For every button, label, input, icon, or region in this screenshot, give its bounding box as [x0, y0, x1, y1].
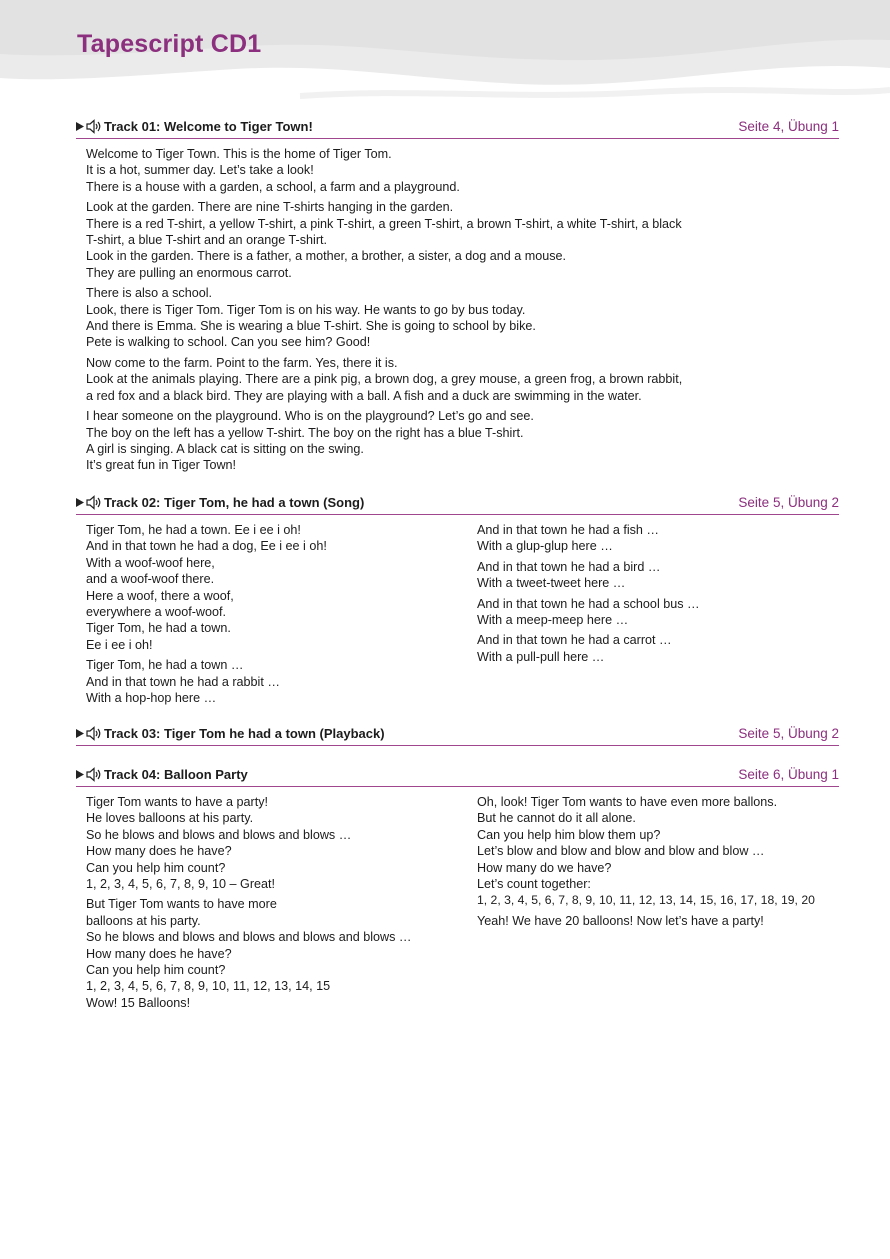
paragraph: [477, 913, 837, 929]
text-line: And there is Emma. She is wearing a blue T-shirt. She is going to school by bike.: [86, 319, 536, 334]
text-line: There is a red T-shirt, a yellow T-shirt, a pink T-shirt, a green T-shirt, a brown T-shirt, a white T-shirt, a black: [86, 216, 682, 231]
speaker-icon[interactable]: [86, 767, 102, 782]
text-line: Ee i ee i oh!: [86, 637, 153, 652]
text-line: 1, 2, 3, 4, 5, 6, 7, 8, 9, 10, 11, 12, 13, 14, 15: [86, 979, 331, 994]
track-header: [76, 766, 839, 787]
text-line: 1, 2, 3, 4, 5, 6, 7, 8, 9, 10 – Great!: [86, 877, 276, 892]
text-line: and a woof-woof there.: [86, 572, 215, 587]
speaker-icon[interactable]: [86, 119, 102, 134]
paragraph: [86, 285, 831, 351]
page-reference: Seite 4, Übung 1: [738, 119, 839, 134]
left-column: [86, 794, 476, 1015]
paragraph: [86, 794, 476, 892]
left-column: [86, 522, 476, 710]
track-01-section: [76, 118, 839, 473]
page-reference: Seite 5, Übung 2: [738, 495, 839, 510]
text-line: How many does he have?: [86, 844, 232, 859]
text-line: 1, 2, 3, 4, 5, 6, 7, 8, 9, 10, 11, 12, 13, 14, 15, 16, 17, 18, 19, 20: [477, 893, 815, 908]
text-line: He loves balloons at his party.: [86, 811, 254, 826]
play-triangle-icon[interactable]: [76, 770, 84, 779]
text-line: But Tiger Tom wants to have more: [86, 897, 277, 912]
right-column: [477, 794, 837, 933]
text-line: Tiger Tom, he had a town …: [86, 658, 244, 673]
text-line: And in that town he had a school bus …: [477, 596, 700, 611]
play-triangle-icon[interactable]: [76, 122, 84, 131]
text-line: It is a hot, summer day. Let’s take a look!: [86, 163, 314, 178]
text-line: Let’s count together:: [477, 877, 591, 892]
paragraph: [86, 408, 831, 474]
text-line: Look in the garden. There is a father, a mother, a brother, a sister, a dog and a mouse.: [86, 249, 567, 264]
text-line: Can you help him count?: [86, 860, 226, 875]
paragraph: [86, 522, 476, 653]
text-line: With a meep-meep here …: [477, 613, 629, 628]
text-line: So he blows and blows and blows and blows and blows …: [86, 930, 412, 945]
paragraph: [86, 896, 476, 1011]
text-line: Wow! 15 Balloons!: [86, 995, 191, 1010]
text-line: Let’s blow and blow and blow and blow and blow …: [477, 844, 765, 859]
page-reference: Seite 6, Übung 1: [738, 767, 839, 782]
paragraph: [477, 522, 837, 555]
track-title[interactable]: Track 04: Balloon Party: [104, 767, 248, 782]
paragraph: [477, 794, 837, 909]
text-line: a red fox and a black bird. They are playing with a ball. A fish and a duck are swimming in the water.: [86, 388, 642, 403]
text-line: Pete is walking to school. Can you see him? Good!: [86, 335, 371, 350]
track-03-section: [76, 725, 839, 746]
text-line: Oh, look! Tiger Tom wants to have even more ballons.: [477, 795, 778, 809]
text-line: I hear someone on the playground. Who is on the playground? Let’s go and see.: [86, 409, 534, 424]
text-line: balloons at his party.: [86, 913, 201, 928]
text-line: They are pulling an enormous carrot.: [86, 265, 292, 280]
text-line: Look at the garden. There are nine T-shirts hanging in the garden.: [86, 200, 454, 215]
text-line: With a glup-glup here …: [477, 539, 613, 554]
paragraph: [477, 559, 837, 592]
text-line: Welcome to Tiger Town. This is the home of Tiger Tom.: [86, 147, 392, 161]
text-line: So he blows and blows and blows and blows …: [86, 827, 352, 842]
speaker-icon[interactable]: [86, 726, 102, 741]
paragraph: [86, 199, 831, 281]
text-line: Can you help him blow them up?: [477, 827, 661, 842]
text-line: And in that town he had a dog, Ee i ee i oh!: [86, 539, 327, 554]
track-header: [76, 725, 839, 746]
text-line: Tiger Tom, he had a town.: [86, 621, 231, 636]
text-line: Here a woof, there a woof,: [86, 588, 234, 603]
page-title: Tapescript CD1: [77, 30, 262, 58]
text-line: Yeah! We have 20 balloons! Now let’s have a party!: [477, 913, 764, 928]
track-header: [76, 118, 839, 139]
track-title[interactable]: Track 01: Welcome to Tiger Town!: [104, 119, 313, 134]
paragraph: [86, 657, 476, 706]
text-line: Tiger Tom, he had a town. Ee i ee i oh!: [86, 523, 301, 537]
track-header: [76, 494, 839, 515]
track-02-section: [76, 494, 839, 706]
speaker-icon[interactable]: [86, 495, 102, 510]
text-line: Can you help him count?: [86, 963, 226, 978]
text-line: With a pull-pull here …: [477, 649, 605, 664]
text-line: With a woof-woof here,: [86, 555, 215, 570]
play-triangle-icon[interactable]: [76, 498, 84, 507]
text-line: How many do we have?: [477, 860, 612, 875]
right-column: [477, 522, 837, 669]
play-triangle-icon[interactable]: [76, 729, 84, 738]
paragraph: [477, 596, 837, 629]
text-line: T-shirt, a blue T-shirt and an orange T-shirt.: [86, 233, 328, 248]
text-line: There is also a school.: [86, 286, 212, 301]
text-line: The boy on the left has a yellow T-shirt. The boy on the right has a blue T-shirt.: [86, 425, 524, 440]
text-line: Tiger Tom wants to have a party!: [86, 795, 268, 809]
text-line: And in that town he had a carrot …: [477, 633, 672, 648]
text-line: It’s great fun in Tiger Town!: [86, 458, 237, 473]
text-line: How many does he have?: [86, 946, 232, 961]
track-title[interactable]: Track 03: Tiger Tom he had a town (Playback): [104, 726, 385, 741]
track-title[interactable]: Track 02: Tiger Tom, he had a town (Song): [104, 495, 365, 510]
text-line: And in that town he had a fish …: [477, 523, 660, 537]
paragraph: [477, 632, 837, 665]
text-line: Look, there is Tiger Tom. Tiger Tom is on his way. He wants to go by bus today.: [86, 302, 526, 317]
text-line: And in that town he had a bird …: [477, 559, 661, 574]
text-line: But he cannot do it all alone.: [477, 811, 636, 826]
text-line: A girl is singing. A black cat is sitting on the swing.: [86, 441, 364, 456]
text-line: Now come to the farm. Point to the farm. Yes, there it is.: [86, 355, 398, 370]
paragraph: [86, 146, 831, 195]
page-reference: Seite 5, Übung 2: [738, 726, 839, 741]
text-line: With a hop-hop here …: [86, 691, 217, 706]
paragraph: [86, 355, 831, 404]
text-line: There is a house with a garden, a school, a farm and a playground.: [86, 179, 460, 194]
text-line: With a tweet-tweet here …: [477, 576, 626, 591]
track-04-section: [76, 766, 839, 1010]
text-line: everywhere a woof-woof.: [86, 605, 226, 620]
text-line: And in that town he had a rabbit …: [86, 674, 280, 689]
text-line: Look at the animals playing. There are a pink pig, a brown dog, a grey mouse, a green frog, a brown rabbit,: [86, 372, 683, 387]
